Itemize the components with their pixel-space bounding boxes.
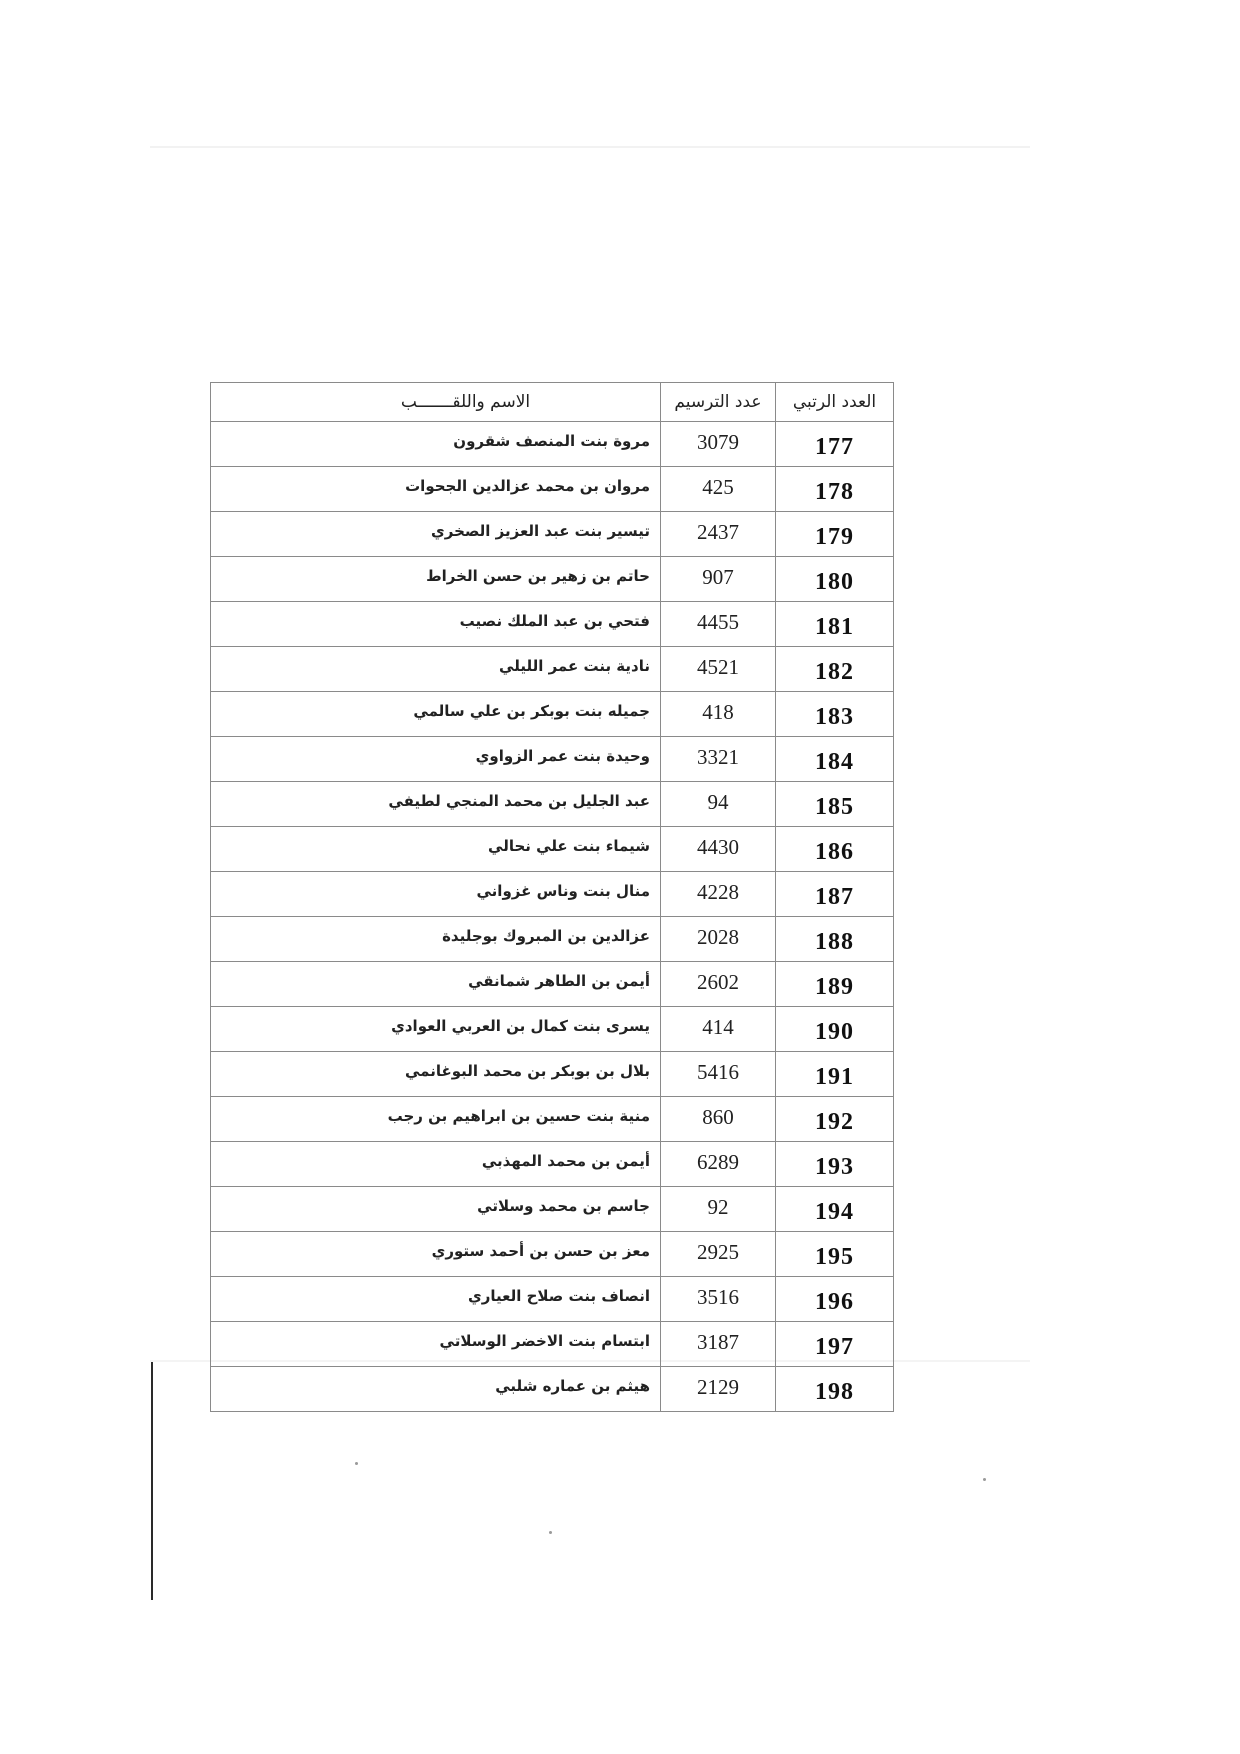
rank-cell: 197 <box>776 1322 894 1367</box>
rank-cell: 191 <box>776 1052 894 1097</box>
table-row <box>211 827 894 872</box>
registration-number-cell: 92 <box>661 1187 776 1232</box>
table-row <box>211 962 894 1007</box>
name-cell: نادية بنت عمر الليلي <box>211 647 661 692</box>
name-cell: عبد الجليل بن محمد المنجي لطيفي <box>211 782 661 827</box>
name-cell: فتحي بن عبد الملك نصيب <box>211 602 661 647</box>
rank-cell: 194 <box>776 1187 894 1232</box>
name-cell: جاسم بن محمد وسلاتي <box>211 1187 661 1232</box>
name-cell: عزالدين بن المبروك بوجليدة <box>211 917 661 962</box>
header-name: الاسم واللقـــــــب <box>211 383 661 422</box>
name-cell: انصاف بنت صلاح العياري <box>211 1277 661 1322</box>
rank-cell: 198 <box>776 1367 894 1412</box>
name-cell: جميله بنت بوبكر بن علي سالمي <box>211 692 661 737</box>
table-row <box>211 602 894 647</box>
table-row <box>211 467 894 512</box>
registration-table <box>210 382 894 1412</box>
rank-cell: 196 <box>776 1277 894 1322</box>
registration-number-cell: 907 <box>661 557 776 602</box>
header-registration-number: عدد الترسيم <box>661 383 776 422</box>
table-row <box>211 512 894 557</box>
registration-number-cell: 425 <box>661 467 776 512</box>
rank-cell: 181 <box>776 602 894 647</box>
name-cell: منال بنت وناس غزواني <box>211 872 661 917</box>
rank-cell: 189 <box>776 962 894 1007</box>
table-row <box>211 1367 894 1412</box>
table-row <box>211 1007 894 1052</box>
name-cell: منية بنت حسين بن ابراهيم بن رجب <box>211 1097 661 1142</box>
name-cell: مروان بن محمد عزالدين الجحوات <box>211 467 661 512</box>
registration-number-cell: 94 <box>661 782 776 827</box>
registration-number-cell: 4430 <box>661 827 776 872</box>
name-cell: أيمن بن الطاهر شمانقي <box>211 962 661 1007</box>
registration-table-container <box>210 382 893 1412</box>
registration-number-cell: 4521 <box>661 647 776 692</box>
registration-number-cell: 3187 <box>661 1322 776 1367</box>
table-row <box>211 1232 894 1277</box>
table-row <box>211 1097 894 1142</box>
scan-speck <box>355 1462 358 1465</box>
name-cell: بلال بن بوبكر بن محمد البوغانمي <box>211 1052 661 1097</box>
registration-number-cell: 6289 <box>661 1142 776 1187</box>
table-row <box>211 1142 894 1187</box>
table-row <box>211 782 894 827</box>
table-row <box>211 1322 894 1367</box>
registration-number-cell: 860 <box>661 1097 776 1142</box>
name-cell: يسرى بنت كمال بن العربي العوادي <box>211 1007 661 1052</box>
table-row <box>211 1187 894 1232</box>
registration-number-cell: 3321 <box>661 737 776 782</box>
rank-cell: 190 <box>776 1007 894 1052</box>
name-cell: هيثم بن عماره شلبي <box>211 1367 661 1412</box>
rank-cell: 183 <box>776 692 894 737</box>
table-row <box>211 692 894 737</box>
registration-number-cell: 2925 <box>661 1232 776 1277</box>
table-row <box>211 557 894 602</box>
table-row <box>211 872 894 917</box>
name-cell: أيمن بن محمد المهذبي <box>211 1142 661 1187</box>
registration-number-cell: 2602 <box>661 962 776 1007</box>
table-header-row <box>211 383 894 422</box>
registration-number-cell: 2437 <box>661 512 776 557</box>
rank-cell: 179 <box>776 512 894 557</box>
registration-number-cell: 3516 <box>661 1277 776 1322</box>
rank-cell: 180 <box>776 557 894 602</box>
rank-cell: 185 <box>776 782 894 827</box>
name-cell: ابتسام بنت الاخضر الوسلاتي <box>211 1322 661 1367</box>
table-row <box>211 737 894 782</box>
rank-cell: 187 <box>776 872 894 917</box>
name-cell: وحيدة بنت عمر الزواوي <box>211 737 661 782</box>
rank-cell: 182 <box>776 647 894 692</box>
registration-number-cell: 4228 <box>661 872 776 917</box>
table-row <box>211 1052 894 1097</box>
registration-number-cell: 5416 <box>661 1052 776 1097</box>
rank-cell: 193 <box>776 1142 894 1187</box>
registration-number-cell: 4455 <box>661 602 776 647</box>
registration-number-cell: 2028 <box>661 917 776 962</box>
registration-number-cell: 418 <box>661 692 776 737</box>
rank-cell: 186 <box>776 827 894 872</box>
table-row <box>211 917 894 962</box>
rank-cell: 184 <box>776 737 894 782</box>
header-rank: العدد الرتبي <box>776 383 894 422</box>
scan-artifact-top <box>150 146 1030 148</box>
table-row <box>211 1277 894 1322</box>
name-cell: مروة بنت المنصف شقرون <box>211 422 661 467</box>
registration-number-cell: 414 <box>661 1007 776 1052</box>
rank-cell: 177 <box>776 422 894 467</box>
name-cell: معز بن حسن بن أحمد ستوري <box>211 1232 661 1277</box>
registration-number-cell: 3079 <box>661 422 776 467</box>
rank-cell: 192 <box>776 1097 894 1142</box>
scan-edge-line <box>151 1362 153 1600</box>
name-cell: تيسير بنت عبد العزيز الصخري <box>211 512 661 557</box>
name-cell: حاتم بن زهير بن حسن الخراط <box>211 557 661 602</box>
table-row <box>211 422 894 467</box>
rank-cell: 195 <box>776 1232 894 1277</box>
name-cell: شيماء بنت علي نحالي <box>211 827 661 872</box>
table-body <box>211 422 894 1412</box>
scan-speck <box>549 1531 552 1534</box>
rank-cell: 178 <box>776 467 894 512</box>
registration-number-cell: 2129 <box>661 1367 776 1412</box>
scan-speck <box>983 1478 986 1481</box>
table-row <box>211 647 894 692</box>
rank-cell: 188 <box>776 917 894 962</box>
